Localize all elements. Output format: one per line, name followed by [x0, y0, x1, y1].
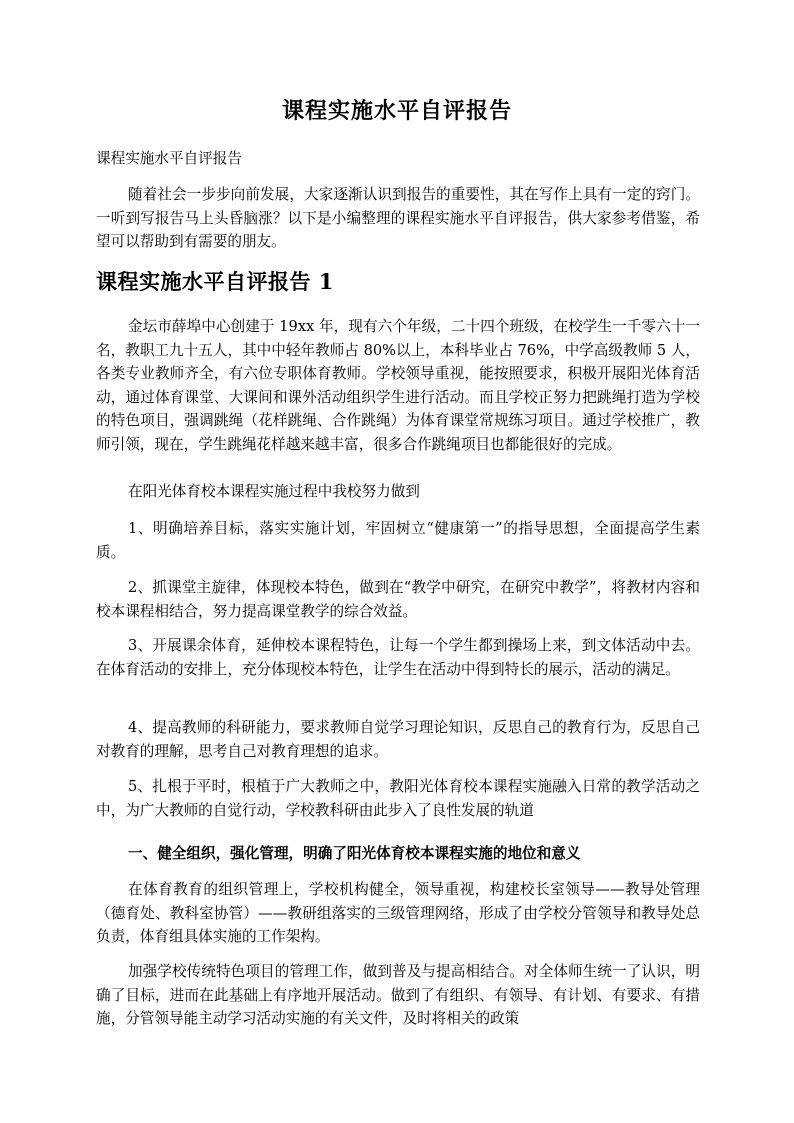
- school-intro-paragraph: 金坛市薛埠中心创建于 19xx 年，现有六个年级，二十四个班级，在校学生一千零六十一名，教职工九十五人，其中中轻年教师占 80%以上，本科毕业占 76%，中学高级教师 5 人，各类专业教师齐全，有六位专职体育教师。学校领导重视，能按照要求，积极开展阳光体育活动，通过体育课堂、大课间和课外活动组织学生进行活动。而且学校正努力把跳绳打造为学校的特色项目，强调跳绳（花样跳绳、合作跳绳）为体育课堂常规练习项目。通过学校推广，教师引领，现在，学生跳绳花样越来越丰富，很多合作跳绳项目也都能很好的完成。: [96, 318, 700, 453]
- subtitle-line: 课程实施水平自评报告: [96, 150, 242, 167]
- list-item-5: 5、扎根于平时，根植于广大教师之中，教阳光体育校本课程实施融入日常的教学活动之中，为广大教师的自觉行动，学校教科研由此步入了良性发展的轨道: [96, 778, 700, 819]
- list-item-3: 3、开展课余体育，延伸校本课程特色，让每一个学生都到操场上来，到文体活动中去。在体育活动的安排上，充分体现校本特色，让学生在活动中得到特长的展示，活动的满足。: [96, 637, 700, 678]
- list-item-2: 2、抓课堂主旋律，体现校本特色，做到在“教学中研究，在研究中教学”，将教材内容和校本课程相结合，努力提高课堂教学的综合效益。: [96, 579, 700, 620]
- list-item-1: 1、明确培养目标，落实实施计划，牢固树立“健康第一”的指导思想，全面提高学生素质。: [96, 520, 700, 561]
- management-paragraph: 加强学校传统特色项目的管理工作，做到普及与提高相结合。对全体师生统一了认识，明确了目标，进而在此基础上有序地开展活动。做到了有组织、有领导、有计划、有要求、有措施，分管领导能主动学习活动实施的有关文件，及时将相关的政策: [96, 963, 700, 1027]
- organization-paragraph: 在体育教育的组织管理上，学校机构健全，领导重视，构建校长室领导——教导处管理（德育处、教科室协管）——教研组落实的三级管理网络，形成了由学校分管领导和教导处总负责，体育组具体实施的工作架构。: [96, 881, 700, 945]
- document-title: 课程实施水平自评报告: [281, 98, 512, 124]
- subheading-organization: 一、健全组织，强化管理，明确了阳光体育校本课程实施的地位和意义: [128, 845, 581, 862]
- intro-paragraph: 随着社会一步步向前发展，大家逐渐认识到报告的重要性，其在写作上具有一定的窍门。一听到写报告马上头昏脑涨？以下是小编整理的课程实施水平自评报告，供大家参考借鉴，希望可以帮助到有需要的朋友。: [96, 186, 700, 250]
- section-heading: 课程实施水平自评报告 1: [96, 269, 334, 294]
- effort-intro-paragraph: 在阳光体育校本课程实施过程中我校努力做到: [128, 483, 420, 500]
- list-item-4: 4、提高教师的科研能力，要求教师自觉学习理论知识，反思自己的教育行为，反思自己对教育的理解，思考自己对教育理想的追求。: [96, 719, 700, 760]
